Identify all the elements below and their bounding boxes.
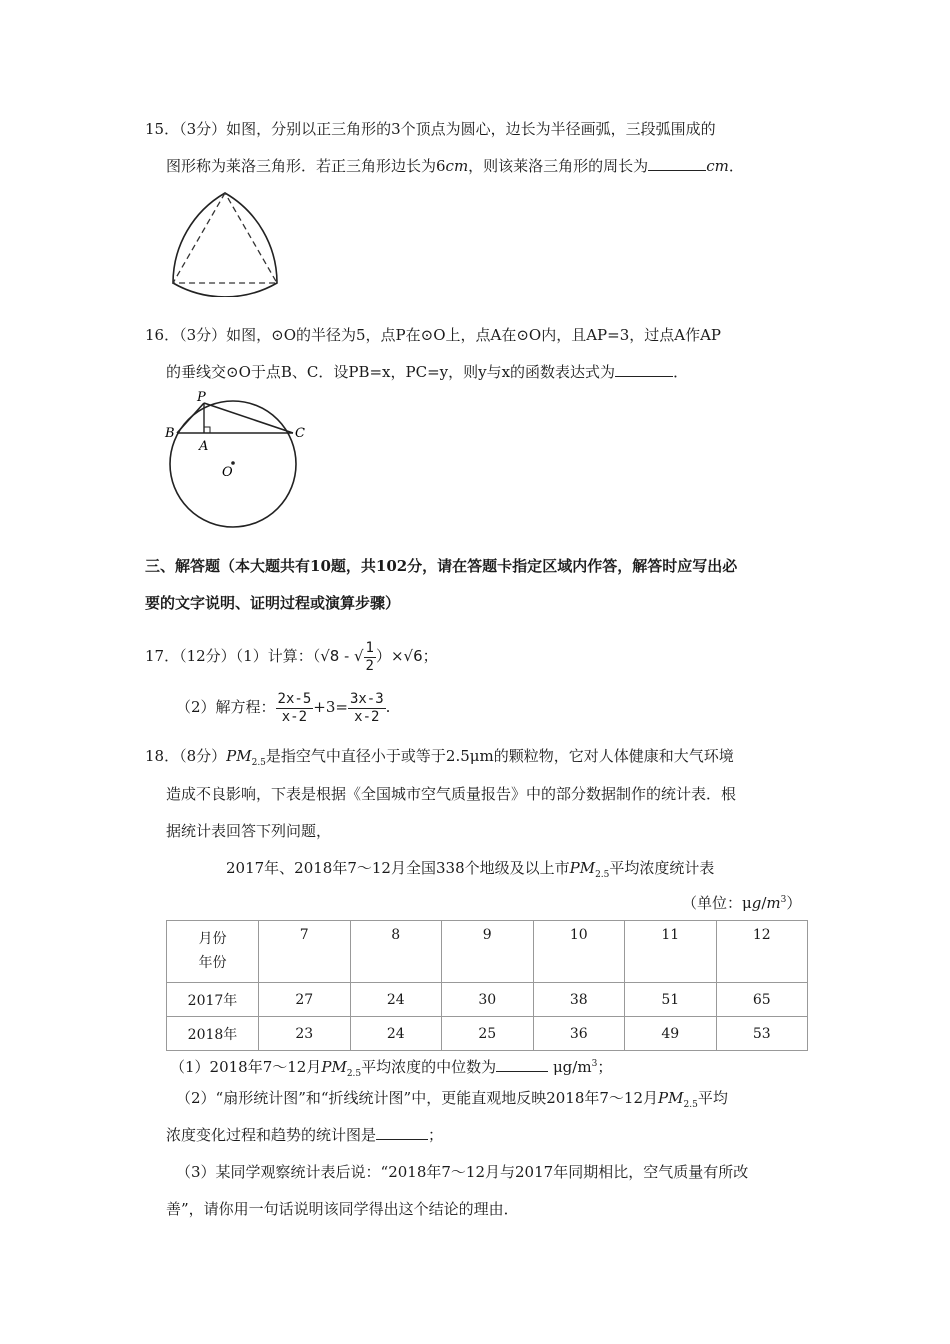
pm-sub: 2.5 bbox=[251, 758, 266, 768]
q17-p2-end: . bbox=[385, 698, 391, 716]
q18-number: 18．（8分） bbox=[145, 747, 227, 765]
q16-text: 的垂线交⊙O于点B、C．设PB=x，PC=y，则y与x的函数表达式为 bbox=[166, 363, 616, 381]
s2-line2-end: ； bbox=[428, 1126, 444, 1144]
s1-unit: μg/m bbox=[552, 1058, 592, 1076]
header-month: 月份 bbox=[198, 931, 227, 947]
month-cell: 10 bbox=[533, 921, 625, 983]
q17-part1 bbox=[145, 638, 438, 675]
table-row bbox=[167, 983, 808, 1017]
q16-line2 bbox=[166, 361, 688, 383]
value-cell: 24 bbox=[350, 1017, 442, 1051]
table-header-row bbox=[167, 921, 808, 983]
pm-label: PM bbox=[569, 859, 596, 877]
q17-part2 bbox=[176, 689, 390, 726]
month-cell: 8 bbox=[350, 921, 442, 983]
q18-line2: 造成不良影响，下表是根据《全国城市空气质量报告》中的部分数据制作的统计表．根 bbox=[166, 785, 737, 803]
sqrt-sign: √ bbox=[353, 647, 364, 665]
pm-label: PM bbox=[226, 747, 252, 765]
label-b: B bbox=[165, 426, 175, 441]
s2-line2-pre: 浓度变化过程和趋势的统计图是 bbox=[166, 1126, 377, 1144]
table-row bbox=[167, 1017, 808, 1051]
month-cell: 9 bbox=[442, 921, 534, 983]
pm-sub: 2.5 bbox=[683, 1100, 698, 1110]
q16-line1: 16．（3分）如图，⊙O的半径为5，点P在⊙O上，点A在⊙O内，且AP=3，过点A作AP bbox=[145, 326, 721, 344]
q15-unit: cm bbox=[445, 157, 469, 175]
fraction-1: $\frac{2x-5}{x-2}$ bbox=[277, 690, 312, 725]
s2-pre: （2）“扇形统计图”和“折线统计图”中，更能直观地反映2018年7～12月 bbox=[176, 1089, 659, 1107]
table-title bbox=[226, 857, 714, 886]
q15-line1: 15．（3分）如图，分别以正三角形的3个顶点为圆心，边长为半径画弧，三段弧围成的 bbox=[145, 120, 716, 138]
circle-figure bbox=[160, 390, 320, 530]
month-cell: 12 bbox=[716, 921, 808, 983]
value-cell: 38 bbox=[533, 983, 625, 1017]
value-cell: 51 bbox=[625, 983, 717, 1017]
q17-p1-end: ； bbox=[422, 647, 438, 665]
unit-m: m bbox=[766, 894, 781, 912]
pm-sub: 2.5 bbox=[595, 870, 610, 880]
pm-label: PM bbox=[321, 1058, 347, 1076]
sqrt8: √8 bbox=[320, 647, 340, 665]
year-cell: 2017年 bbox=[167, 983, 259, 1017]
q15-end: ． bbox=[728, 157, 744, 175]
q18-line1 bbox=[145, 745, 734, 774]
q15-line2 bbox=[166, 155, 744, 177]
header-corner bbox=[167, 921, 259, 983]
q18-line1-text: 是指空气中直径小于或等于2.5μm的颗粒物，它对人体健康和大气环境 bbox=[265, 747, 734, 765]
value-cell: 27 bbox=[259, 983, 351, 1017]
unit-g: g bbox=[751, 894, 762, 912]
q18-sub2-line2 bbox=[166, 1124, 443, 1146]
q18-sub1 bbox=[170, 1053, 612, 1085]
value-cell: 24 bbox=[350, 983, 442, 1017]
table-title-post: 平均浓度统计表 bbox=[609, 859, 715, 877]
reuleaux-triangle-figure bbox=[160, 192, 290, 297]
value-cell: 65 bbox=[716, 983, 808, 1017]
value-cell: 36 bbox=[533, 1017, 625, 1051]
q15-text-mid: ，则该莱洛三角形的周长为 bbox=[468, 157, 649, 175]
times: ）× bbox=[375, 647, 404, 665]
section3-heading-line2: 要的文字说明、证明过程或演算步骤） bbox=[145, 594, 401, 612]
unit-slash: / bbox=[761, 894, 767, 912]
q16-end: ． bbox=[673, 363, 689, 381]
q15-unit-2: cm bbox=[706, 157, 729, 175]
plus3: +3= bbox=[313, 698, 348, 716]
month-cell: 11 bbox=[625, 921, 717, 983]
value-cell: 49 bbox=[625, 1017, 717, 1051]
label-o: O bbox=[222, 465, 233, 480]
answer-blank[interactable] bbox=[648, 156, 706, 171]
table-title-pre: 2017年、2018年7～12月全国338个地级及以上市 bbox=[226, 859, 570, 877]
answer-blank[interactable] bbox=[496, 1057, 548, 1072]
q17-p2-pre: （2）解方程： bbox=[176, 698, 276, 716]
label-p: P bbox=[197, 390, 206, 405]
unit-pre: （单位：μ bbox=[682, 894, 752, 912]
label-c: C bbox=[295, 426, 305, 441]
value-cell: 30 bbox=[442, 983, 534, 1017]
sqrt6: √6 bbox=[403, 647, 423, 665]
fraction-half: $\frac{1}{2}$ bbox=[365, 639, 374, 674]
section3-heading-line1: 三、解答题（本大题共有10题，共102分，请在答题卡指定区域内作答，解答时应写出必 bbox=[145, 557, 738, 575]
value-cell: 23 bbox=[259, 1017, 351, 1051]
unit-end: ） bbox=[786, 894, 802, 912]
s1-pre: （1）2018年7～12月 bbox=[170, 1058, 322, 1076]
table-unit bbox=[682, 889, 801, 914]
pm-sub: 2.5 bbox=[346, 1069, 362, 1079]
minus: - bbox=[339, 647, 354, 665]
year-cell: 2018年 bbox=[167, 1017, 259, 1051]
header-year: 年份 bbox=[198, 955, 227, 971]
answer-blank[interactable] bbox=[615, 362, 673, 377]
q18-line3: 据统计表回答下列问题， bbox=[166, 822, 332, 840]
answer-blank[interactable] bbox=[376, 1125, 428, 1140]
s1-end: ； bbox=[597, 1058, 613, 1076]
q17-p1-pre: 17．（12分）（1）计算：（ bbox=[145, 647, 321, 665]
s1-unit-sup: 3 bbox=[591, 1059, 598, 1069]
fraction-2: $\frac{3x-3}{x-2}$ bbox=[349, 690, 384, 725]
s1-mid: 平均浓度的中位数为 bbox=[361, 1058, 497, 1076]
pm-label: PM bbox=[658, 1089, 684, 1107]
value-cell: 53 bbox=[716, 1017, 808, 1051]
unit-sup: 3 bbox=[780, 895, 787, 905]
q15-text: 图形称为莱洛三角形．若正三角形边长为6 bbox=[166, 157, 446, 175]
value-cell: 25 bbox=[442, 1017, 534, 1051]
month-cell: 7 bbox=[259, 921, 351, 983]
q18-sub3-line2: 善”，请你用一句话说明该同学得出这个结论的理由． bbox=[166, 1200, 519, 1218]
pm25-table bbox=[166, 920, 808, 1051]
q18-sub2-line1 bbox=[176, 1087, 728, 1116]
q18-sub3-line1: （3）某同学观察统计表后说：“2018年7～12月与2017年同期相比，空气质量有所改 bbox=[176, 1163, 749, 1181]
s2-post: 平均 bbox=[697, 1089, 728, 1107]
label-a: A bbox=[199, 439, 209, 454]
